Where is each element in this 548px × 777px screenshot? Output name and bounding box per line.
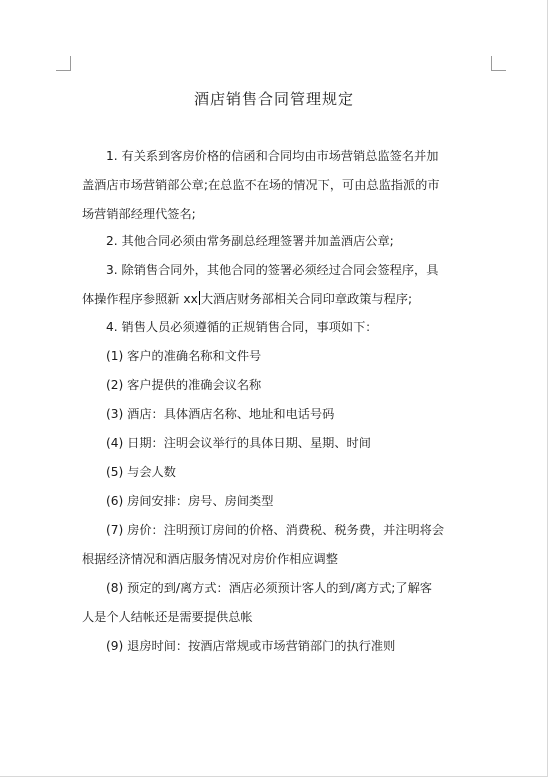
paragraph-1-line-3: 场营销部经理代签名; [82,207,196,221]
list-item-7-line-2: 根据经济情况和酒店服务情况对房价作相应调整 [82,552,338,566]
document-title: 酒店销售合同管理规定 [193,90,354,108]
paragraph-1 [82,142,467,229]
paragraph-4-line: 4. 销售人员必须遵循的正规销售合同，事项如下： [106,320,378,334]
paragraph-1-line-2: 盖酒店市场营销部公章;在总监不在场的情况下，可由总监指派的市 [82,178,440,192]
paragraph-3-line-2 [82,285,467,314]
list-item: (6) 房间安排：房号、房间类型 [106,494,274,508]
item-list [82,342,467,661]
margin-corner-mark-top-left [56,56,71,71]
paragraph-3 [82,256,467,314]
paragraph-1-line-1: 1. 有关系到客房价格的信函和合同均由市场营销总监签名并加 [106,149,439,163]
list-item-8-line-2: 人是个人结帐还是需要提供总帐 [82,610,253,624]
paragraph-3-line-2-end: 大酒店财务部相关合同印章政策与程序; [200,292,413,306]
paragraph-4 [82,313,467,342]
list-item: (2) 客户提供的准确会议名称 [106,378,262,392]
list-item: (5) 与会人数 [106,465,176,479]
paragraph-2 [82,227,467,256]
list-item: (4) 日期：注明会议举行的具体日期、星期、时间 [106,436,371,450]
text-cursor [199,291,200,305]
list-item: (1) 客户的准确名称和文件号 [106,349,262,363]
paragraph-3-line-1: 3. 除销售合同外，其他合同的签署必须经过合同会签程序，具 [106,263,439,277]
list-item-7-line-1: (7) 房价：注明预订房间的价格、消费税、税务费，并注明将会 [106,523,445,537]
paragraph-3-line-2-start: 体操作程序参照新 xx [82,292,198,306]
paragraph-2-line: 2. 其他合同必须由常务副总经理签署并加盖酒店公章; [106,234,394,248]
list-item-8-line-1: (8) 预定的到/离方式：酒店必须预计客人的到/离方式;了解客 [106,581,432,595]
list-item: (3) 酒店：具体酒店名称、地址和电话号码 [106,407,335,421]
margin-corner-mark-top-right [491,56,506,71]
list-item-9: (9) 退房时间：按酒店常规或市场营销部门的执行准则 [106,639,396,653]
